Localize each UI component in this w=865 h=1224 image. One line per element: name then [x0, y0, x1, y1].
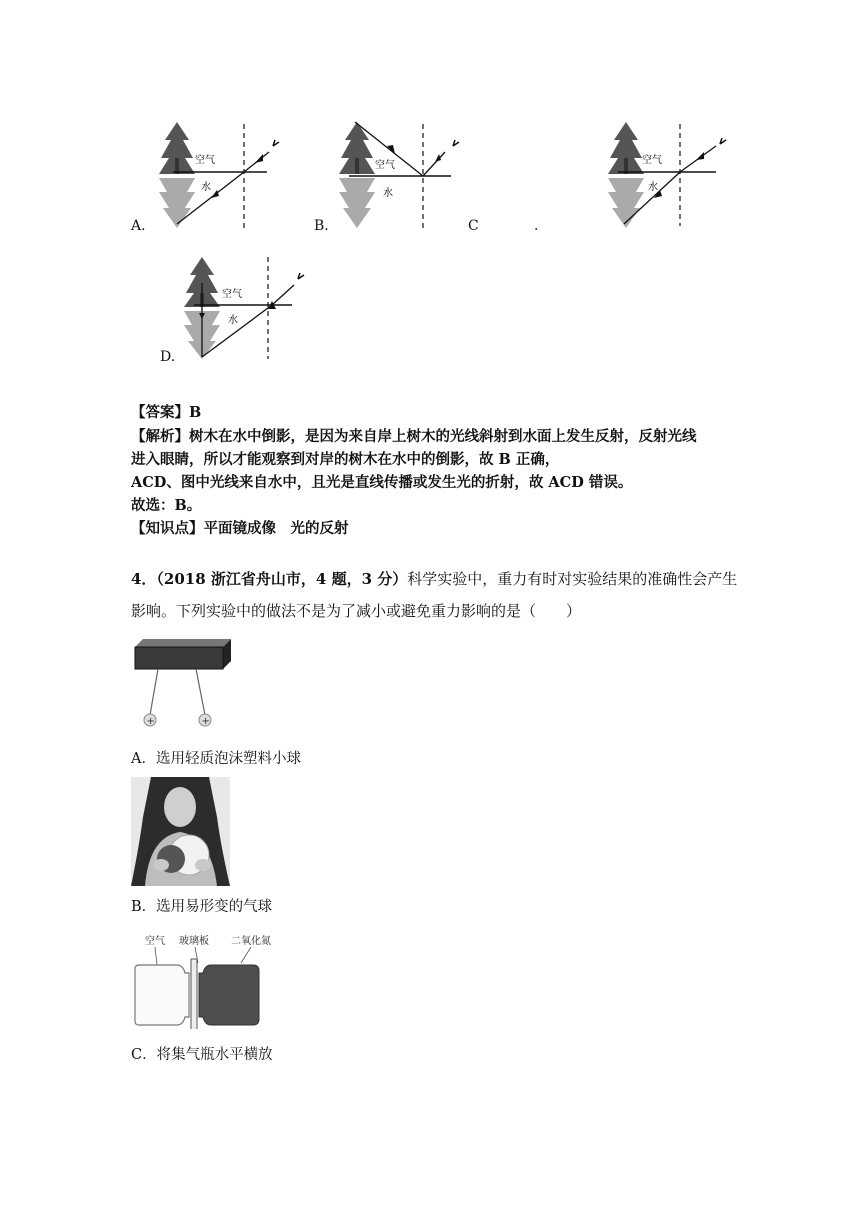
choice-line: 故选：B。	[131, 497, 202, 514]
air-label: 空气	[145, 936, 165, 947]
option-a-label: A.	[131, 218, 146, 234]
water-label: 水	[228, 315, 238, 326]
question-4-prefix: 4．（2018 浙江省舟山市，4 题，3 分）	[131, 570, 408, 588]
water-label: 水	[648, 182, 658, 193]
glass-plate-label: 玻璃板	[179, 936, 209, 947]
option-d-label: D.	[160, 349, 176, 365]
water-label: 水	[383, 188, 393, 199]
answer-line: 【答案】B	[131, 404, 202, 421]
choice-c-caption: C．将集气瓶水平横放	[131, 1047, 273, 1063]
figure-option-d	[180, 253, 310, 365]
figure-balloon-photo	[131, 777, 230, 886]
air-bottle	[135, 965, 189, 1025]
tree-icon	[159, 122, 195, 228]
option-c-label: C	[468, 218, 479, 234]
choice-a-caption: A．选用轻质泡沫塑料小球	[131, 751, 301, 767]
air-label: 空气	[195, 155, 215, 166]
nitrogen-dioxide-label: 二氧化氮	[231, 936, 271, 947]
option-b-label: B.	[314, 218, 329, 234]
figure-option-a	[155, 118, 285, 230]
option-c-dot: .	[534, 218, 539, 234]
glass-plate	[191, 959, 197, 1029]
choice-b-caption: B．选用易形变的气球	[131, 899, 273, 915]
knowledge-line: 【知识点】平面镜成像 光的反射	[131, 520, 349, 537]
tree-icon	[608, 122, 644, 228]
air-label: 空气	[222, 289, 242, 300]
question-4-line-1	[131, 569, 737, 589]
svg-text:+: +	[146, 716, 155, 727]
analysis-line-3: ACD、图中光线来自水中，且光是直线传播或发生光的折射，故 ACD 错误。	[131, 474, 633, 491]
no2-bottle	[199, 965, 259, 1025]
figure-gas-bottles	[131, 931, 281, 1029]
air-label: 空气	[642, 155, 662, 166]
svg-text:+: +	[201, 716, 210, 727]
air-label: 空气	[375, 160, 395, 171]
tree-icon	[339, 122, 375, 228]
figure-option-c	[604, 118, 734, 230]
analysis-line-2: 进入眼睛，所以才能观察到对岸的树木在水中的倒影，故 B 正确，	[131, 451, 560, 468]
question-4-line-2: 影响。下列实验中的做法不是为了减小或避免重力影响的是（ ）	[131, 602, 582, 620]
figure-option-b	[335, 118, 465, 230]
analysis-line-1: 【解析】树木在水中倒影，是因为来自岸上树木的光线斜射到水面上发生反射，反射光线	[131, 428, 697, 445]
water-label: 水	[201, 182, 211, 193]
question-4-text-1: 科学实验中，重力有时对实验结果的准确性会产生	[407, 570, 738, 588]
figure-foam-balls	[133, 637, 233, 735]
